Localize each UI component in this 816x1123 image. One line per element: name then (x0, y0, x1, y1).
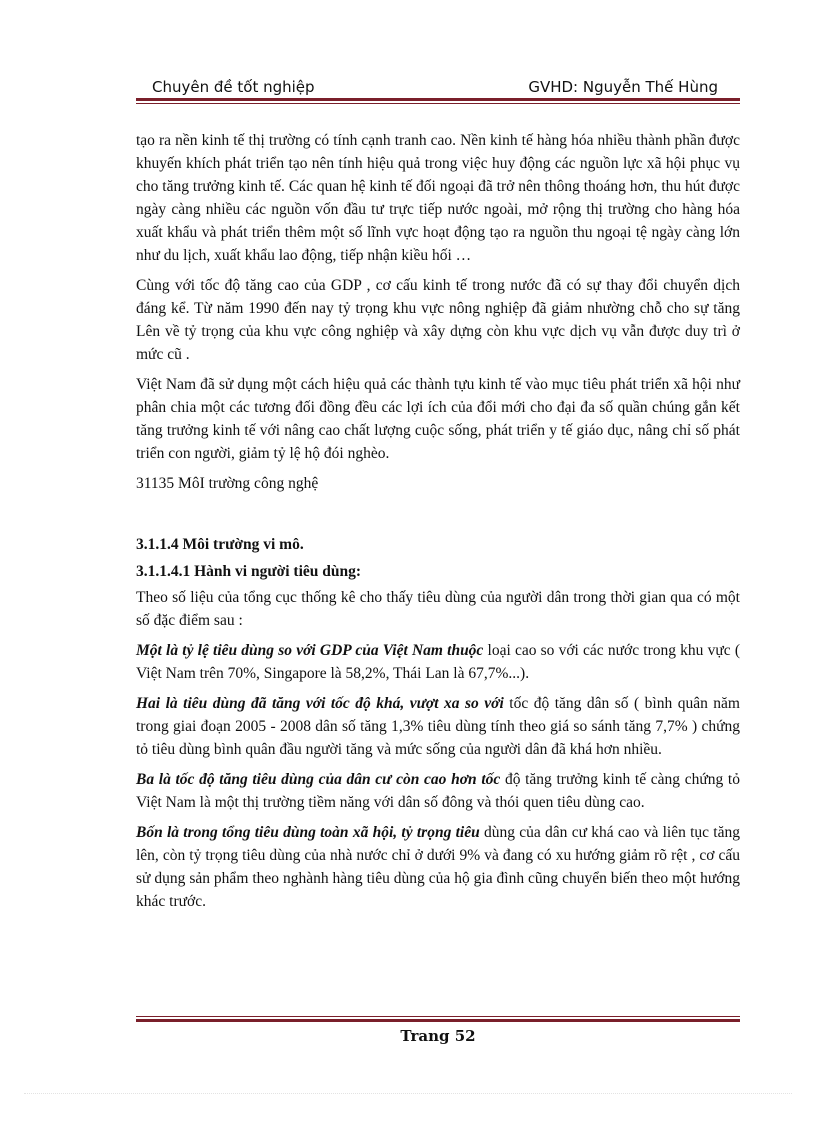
point-lead: Một là tỷ lệ tiêu dùng so với GDP của Việt Nam thuộc (136, 642, 484, 659)
point-lead: Bốn là trong tổng tiêu dùng toàn xã hội, tỷ trọng tiêu (136, 824, 480, 841)
point-paragraph (136, 821, 740, 913)
point-text: độ tăng trưởng kinh tế càng chứng tỏ Việt Nam là một thị trường tiềm năng với dân số đông và thói quen tiêu dùng cao. (136, 771, 740, 811)
header-advisor: GVHD: Nguyễn Thế Hùng (528, 78, 718, 96)
page-header (136, 74, 740, 98)
point-paragraph (136, 639, 740, 685)
page-number: Trang 52 (400, 1027, 476, 1045)
point-lead: Ba là tốc độ tăng tiêu dùng của dân cư còn cao hơn tốc (136, 771, 501, 788)
point-paragraph (136, 768, 740, 814)
point-text: dùng của dân cư khá cao và liên tục tăng lên, còn tỷ trọng tiêu dùng của nhà nước chỉ ở dưới 9% và đang có xu hướng giảm rõ rệt , cơ cấu sử dụng sản phẩm theo nghành hàng tiêu dùng của hộ gia đình cũng chuyển biến theo một hướng khác trước. (136, 824, 740, 910)
body-paragraph: tạo ra nền kinh tế thị trường có tính cạnh tranh cao. Nền kinh tế hàng hóa nhiều thành phần được khuyến khích phát triển tạo nên tính hiệu quả trong việc huy động các nguồn lực xã hội phục vụ cho tăng trưởng kinh tế. Các quan hệ kinh tế đối ngoại đã trở nên thông thoáng hơn, thu hút được ngày càng nhiều các nguồn vốn đầu tư trực tiếp nước ngoài, mở rộng thị trường cho hàng hóa xuất khẩu và phát triển thêm một số lĩnh vực hoạt động tạo ra nguồn thu ngoại tệ ngày càng lớn như du lịch, xuất khẩu lao động, tiếp nhận kiều hối … (136, 132, 740, 264)
body-paragraph: Việt Nam đã sử dụng một cách hiệu quả các thành tựu kinh tế vào mục tiêu phát triển xã hội như phân chia một các tương đối đồng đều các lợi ích của đổi mới cho đại đa số quần chúng gắn kết tăng trưởng kinh tế với nâng cao chất lượng cuộc sống, phát triển y tế giáo dục, nâng chỉ số phát triển con người, giảm tỷ lệ hộ đói nghèo. (136, 376, 740, 462)
point-paragraph (136, 692, 740, 761)
header-divider (136, 98, 740, 104)
page-edge-divider (24, 1093, 792, 1094)
section-label: 31135 MôI trường công nghệ (136, 475, 319, 492)
point-lead: Hai là tiêu dùng đã tăng với tốc độ khá, vượt xa so với (136, 695, 504, 712)
header-document-title: Chuyên đề tốt nghiệp (152, 78, 315, 96)
section-heading: 3.1.1.4 Môi trường vi mô. (136, 536, 304, 553)
subsection-heading: 3.1.1.4.1 Hành vi người tiêu dùng: (136, 563, 362, 580)
footer-divider (136, 1016, 740, 1022)
point-text: tốc độ tăng dân số ( bình quân năm trong giai đoạn 2005 - 2008 dân số tăng 1,3% tiêu dùng tính theo giá so sánh tăng 7,7% ) chứng tỏ tiêu dùng bình quân đầu người tăng và mức sống của người dân đã khá hơn nhiều. (136, 695, 740, 758)
point-text: loại cao so với các nước trong khu vực ( Việt Nam trên 70%, Singapore là 58,2%, Thái Lan là 67,7%...). (136, 642, 740, 682)
page-body (136, 129, 740, 920)
body-paragraph: Cùng với tốc độ tăng cao của GDP , cơ cấu kinh tế trong nước đã có sự thay đổi chuyển dịch đáng kể. Từ năm 1990 đến nay tỷ trọng khu vực nông nghiệp đã giảm nhường chỗ cho sự tăng Lên về tỷ trọng của khu vực công nghiệp và xây dựng còn khu vực dịch vụ vẫn được duy trì ở mức cũ . (136, 277, 740, 363)
intro-paragraph: Theo số liệu của tổng cục thống kê cho thấy tiêu dùng của người dân trong thời gian qua có một số đặc điểm sau : (136, 589, 740, 629)
